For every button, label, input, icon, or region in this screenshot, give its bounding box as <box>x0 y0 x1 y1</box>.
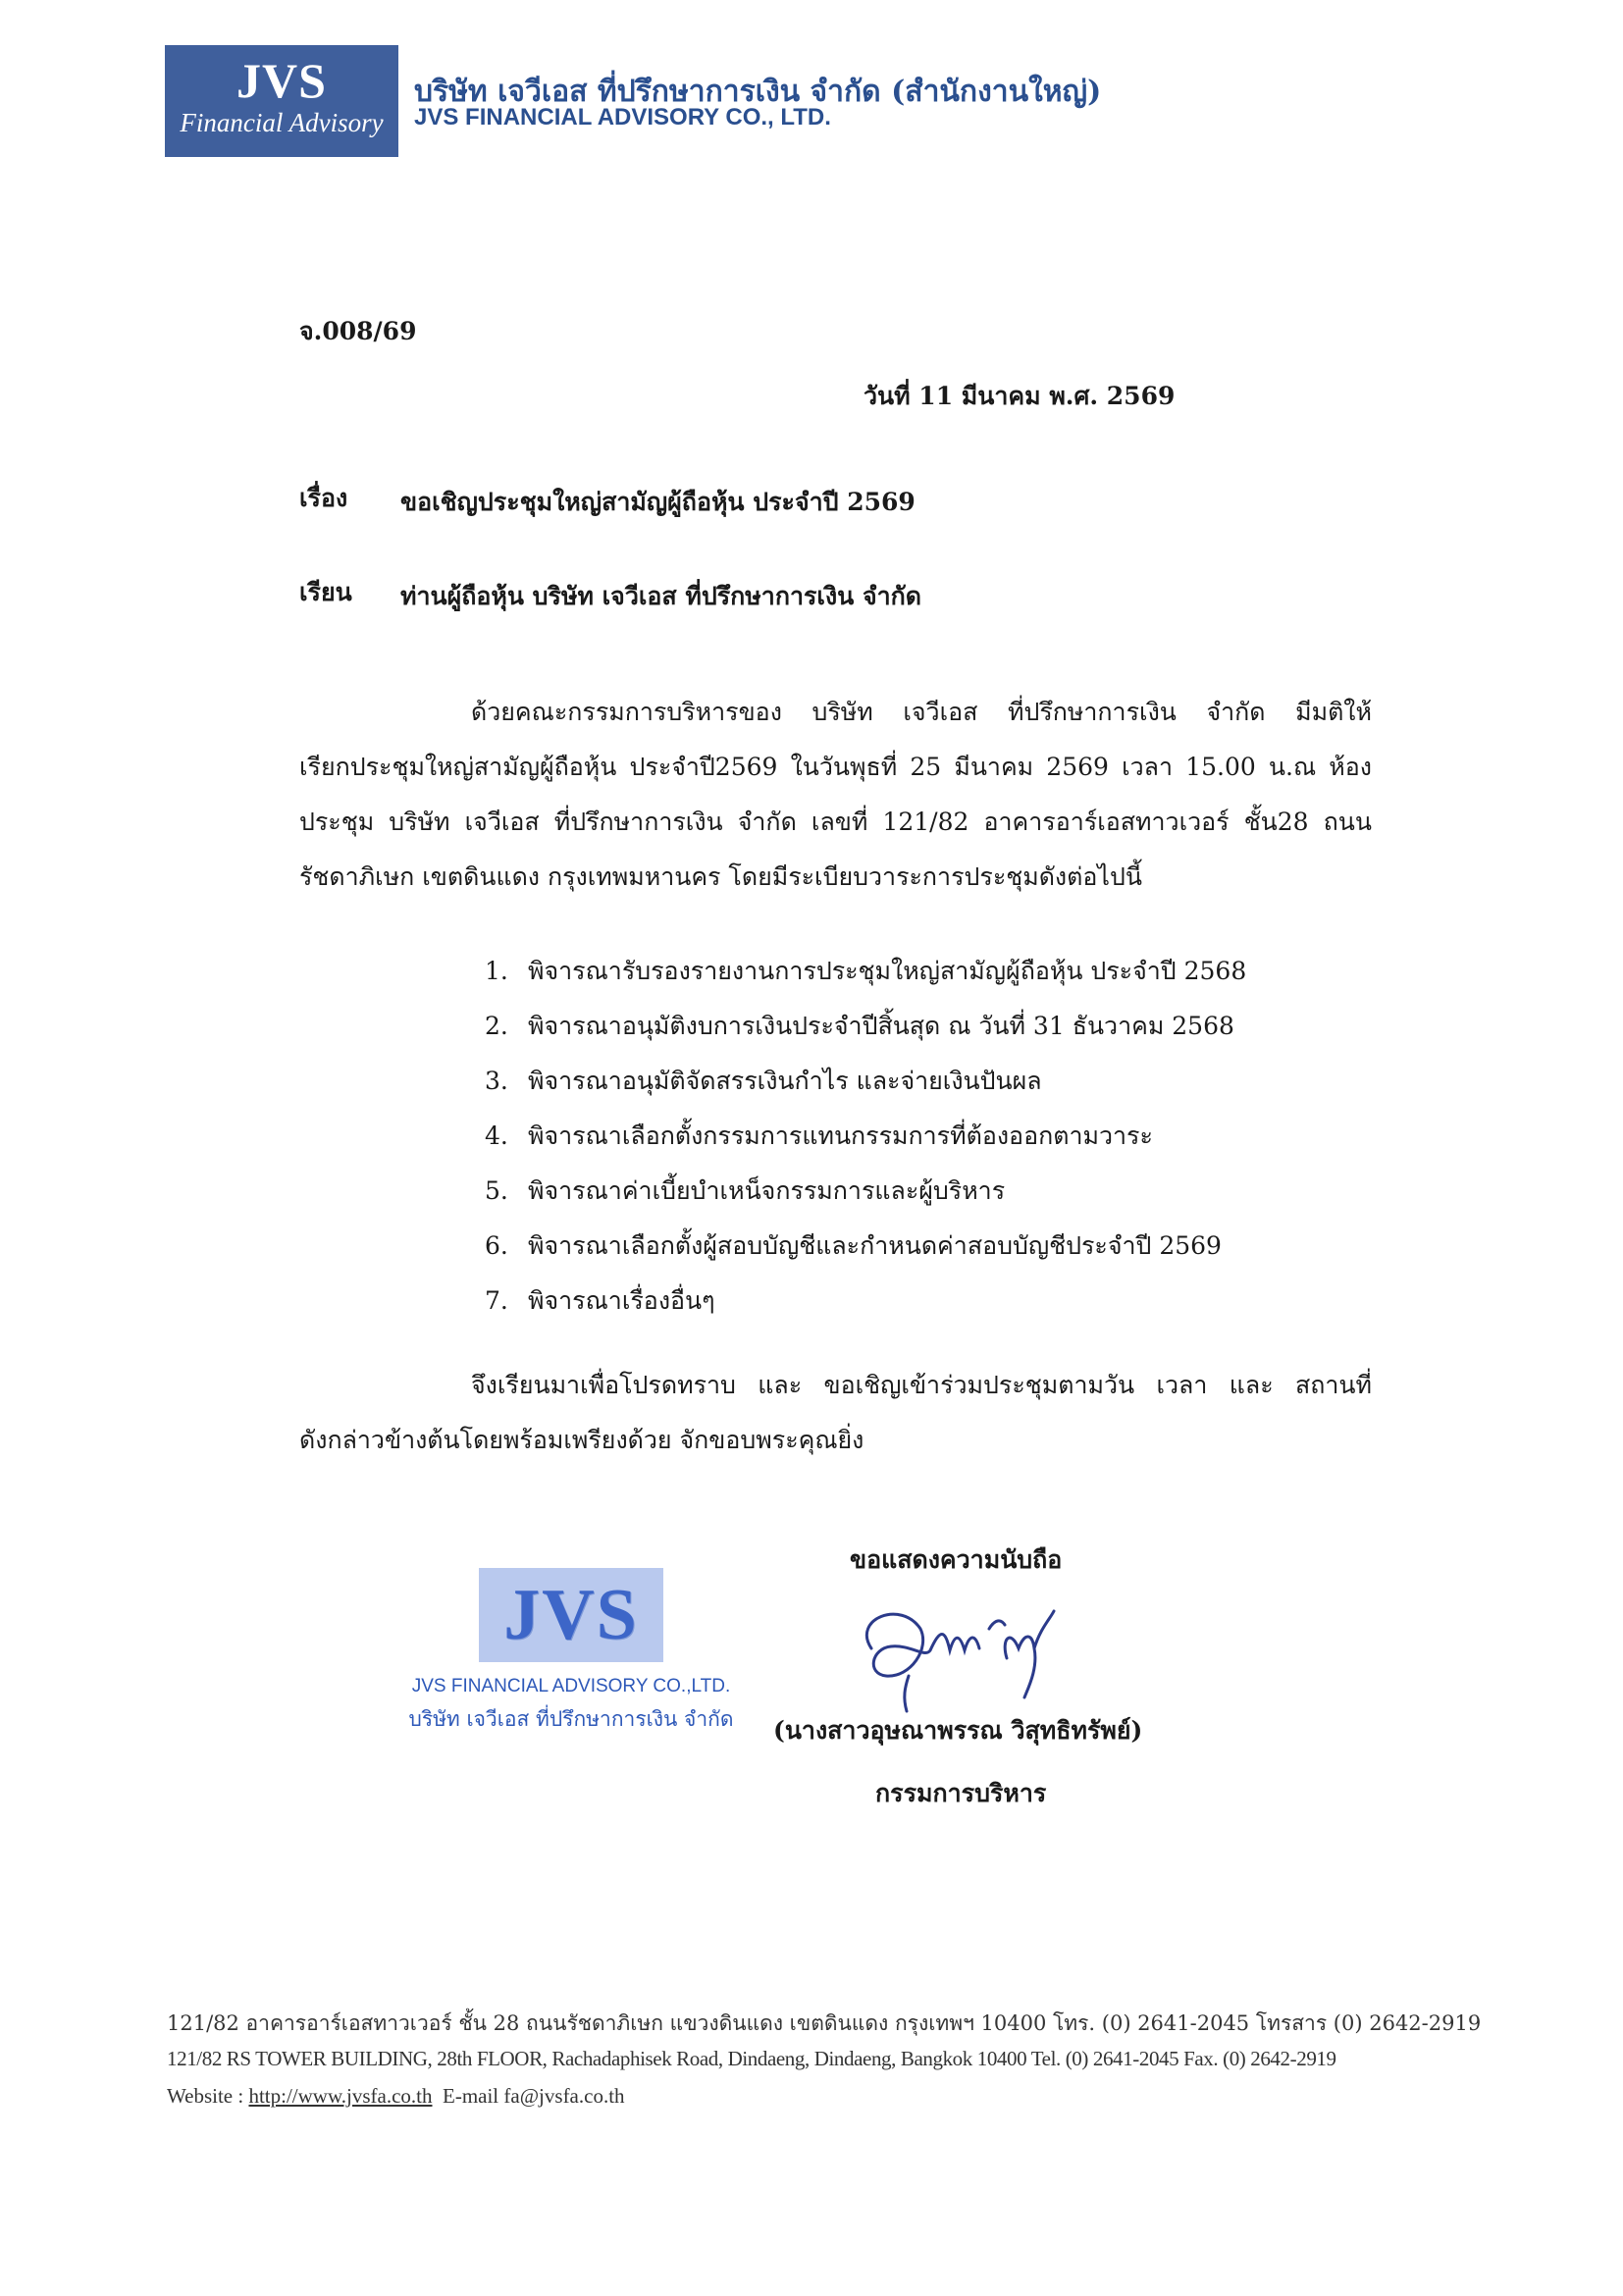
signer-name: (นางสาวอุษณาพรรณ วิสุทธิทรัพย์) <box>773 1716 1143 1745</box>
agenda-text: พิจารณาเลือกตั้งผู้สอบบัญชีและกำหนดค่าสอบบัญชีประจำปี 2569 <box>528 1231 1222 1260</box>
agenda-list <box>485 944 1246 1329</box>
stamp-name-thai: บริษัท เจวีเอส ที่ปรึกษาการเงิน จำกัด <box>408 1707 734 1731</box>
company-name-thai: บริษัท เจวีเอส ที่ปรึกษาการเงิน จำกัด (สำนักงานใหญ่) <box>414 75 1102 109</box>
agenda-number: 4. <box>485 1122 508 1150</box>
intro-line: รัชดาภิเษก เขตดินแดง กรุงเทพมหานคร โดยมีระเบียบวาระการประชุมดังต่อไปนี้ <box>299 862 1142 891</box>
agenda-item <box>485 1274 1246 1329</box>
footer-address-english: 121/82 RS TOWER BUILDING, 28th FLOOR, Rachadaphisek Road, Dindaeng, Dindaeng, Bangkok 10400 Tel. (0) 2641-2045 Fax. (0) 2642-2919 <box>167 2047 1336 2070</box>
agenda-text: พิจารณารับรองรายงานการประชุมใหญ่สามัญผู้ถือหุ้น ประจำปี 2568 <box>528 957 1247 985</box>
agenda-item <box>485 1219 1246 1274</box>
recipient-text: ท่านผู้ถือหุ้น บริษัท เจวีเอส ที่ปรึกษาการเงิน จำกัด <box>400 582 922 610</box>
agenda-item <box>485 1109 1246 1164</box>
subject-label: เรื่อง <box>299 484 348 512</box>
agenda-item <box>485 944 1246 999</box>
agenda-number: 6. <box>485 1231 508 1260</box>
subject-text: ขอเชิญประชุมใหญ่สามัญผู้ถือหุ้น ประจำปี 2569 <box>400 488 916 516</box>
company-name-english: JVS FINANCIAL ADVISORY CO., LTD. <box>414 104 831 130</box>
closing-line: ดังกล่าวข้างต้นโดยพร้อมเพรียงด้วย จักขอบพระคุณยิ่ง <box>299 1426 864 1454</box>
company-logo <box>165 45 398 157</box>
agenda-number: 7. <box>485 1286 508 1315</box>
stamp-name-english: JVS FINANCIAL ADVISORY CO.,LTD. <box>411 1676 731 1696</box>
agenda-text: พิจารณาเลือกตั้งกรรมการแทนกรรมการที่ต้องออกตามวาระ <box>528 1122 1153 1150</box>
agenda-number: 3. <box>485 1067 508 1095</box>
footer-contact <box>167 2084 625 2109</box>
company-stamp <box>394 1568 748 1736</box>
agenda-number: 2. <box>485 1012 508 1040</box>
agenda-item <box>485 1164 1246 1219</box>
website-label: Website : <box>167 2084 244 2108</box>
agenda-number: 5. <box>485 1176 508 1205</box>
agenda-text: พิจารณาเรื่องอื่นๆ <box>528 1286 715 1315</box>
signer-title: กรรมการบริหาร <box>875 1779 1047 1807</box>
agenda-item <box>485 1054 1246 1109</box>
recipient-label: เรียน <box>299 578 352 606</box>
regards-text: ขอแสดงความนับถือ <box>850 1545 1063 1574</box>
logo-sub-text: Financial Advisory <box>180 108 384 137</box>
logo-main-text: JVS <box>236 53 327 108</box>
closing-line: จึงเรียนมาเพื่อโปรดทราบ และ ขอเชิญเข้าร่วมประชุมตามวัน เวลา และ สถานที่ <box>471 1371 1372 1399</box>
stamp-logo: JVS <box>479 1568 663 1662</box>
handwritten-signature <box>832 1590 1087 1717</box>
agenda-number: 1. <box>485 957 508 985</box>
website-link[interactable]: http://www.jvsfa.co.th <box>248 2084 433 2108</box>
footer-address-thai: 121/82 อาคารอาร์เอสทาวเวอร์ ชั้น 28 ถนนรัชดาภิเษก แขวงดินแดง เขตดินแดง กรุงเทพฯ 10400 โทร. (0) 2641-2045 โทรสาร (0) 2642-2919 <box>167 2011 1482 2035</box>
reference-number: จ.008/69 <box>299 317 417 345</box>
intro-line: ด้วยคณะกรรมการบริหารของ บริษัท เจวีเอส ที่ปรึกษาการเงิน จำกัด มีมติให้ <box>471 698 1372 726</box>
agenda-text: พิจารณาค่าเบี้ยบำเหน็จกรรมการและผู้บริหาร <box>528 1176 1006 1205</box>
agenda-item <box>485 999 1246 1054</box>
intro-line: เรียกประชุมใหญ่สามัญผู้ถือหุ้น ประจำปี2569 ในวันพุธที่ 25 มีนาคม 2569 เวลา 15.00 น.ณ ห้อง <box>299 753 1372 781</box>
email-address[interactable]: fa@jvsfa.co.th <box>503 2084 625 2108</box>
agenda-text: พิจารณาอนุมัติงบการเงินประจำปีสิ้นสุด ณ วันที่ 31 ธันวาคม 2568 <box>528 1012 1234 1040</box>
email-label: E-mail <box>443 2084 499 2108</box>
intro-line: ประชุม บริษัท เจวีเอส ที่ปรึกษาการเงิน จำกัด เลขที่ 121/82 อาคารอาร์เอสทาวเวอร์ ชั้น28 ถนน <box>299 808 1372 836</box>
letter-date: วันที่ 11 มีนาคม พ.ศ. 2569 <box>864 382 1176 410</box>
agenda-text: พิจารณาอนุมัติจัดสรรเงินกำไร และจ่ายเงินปันผล <box>528 1067 1042 1095</box>
